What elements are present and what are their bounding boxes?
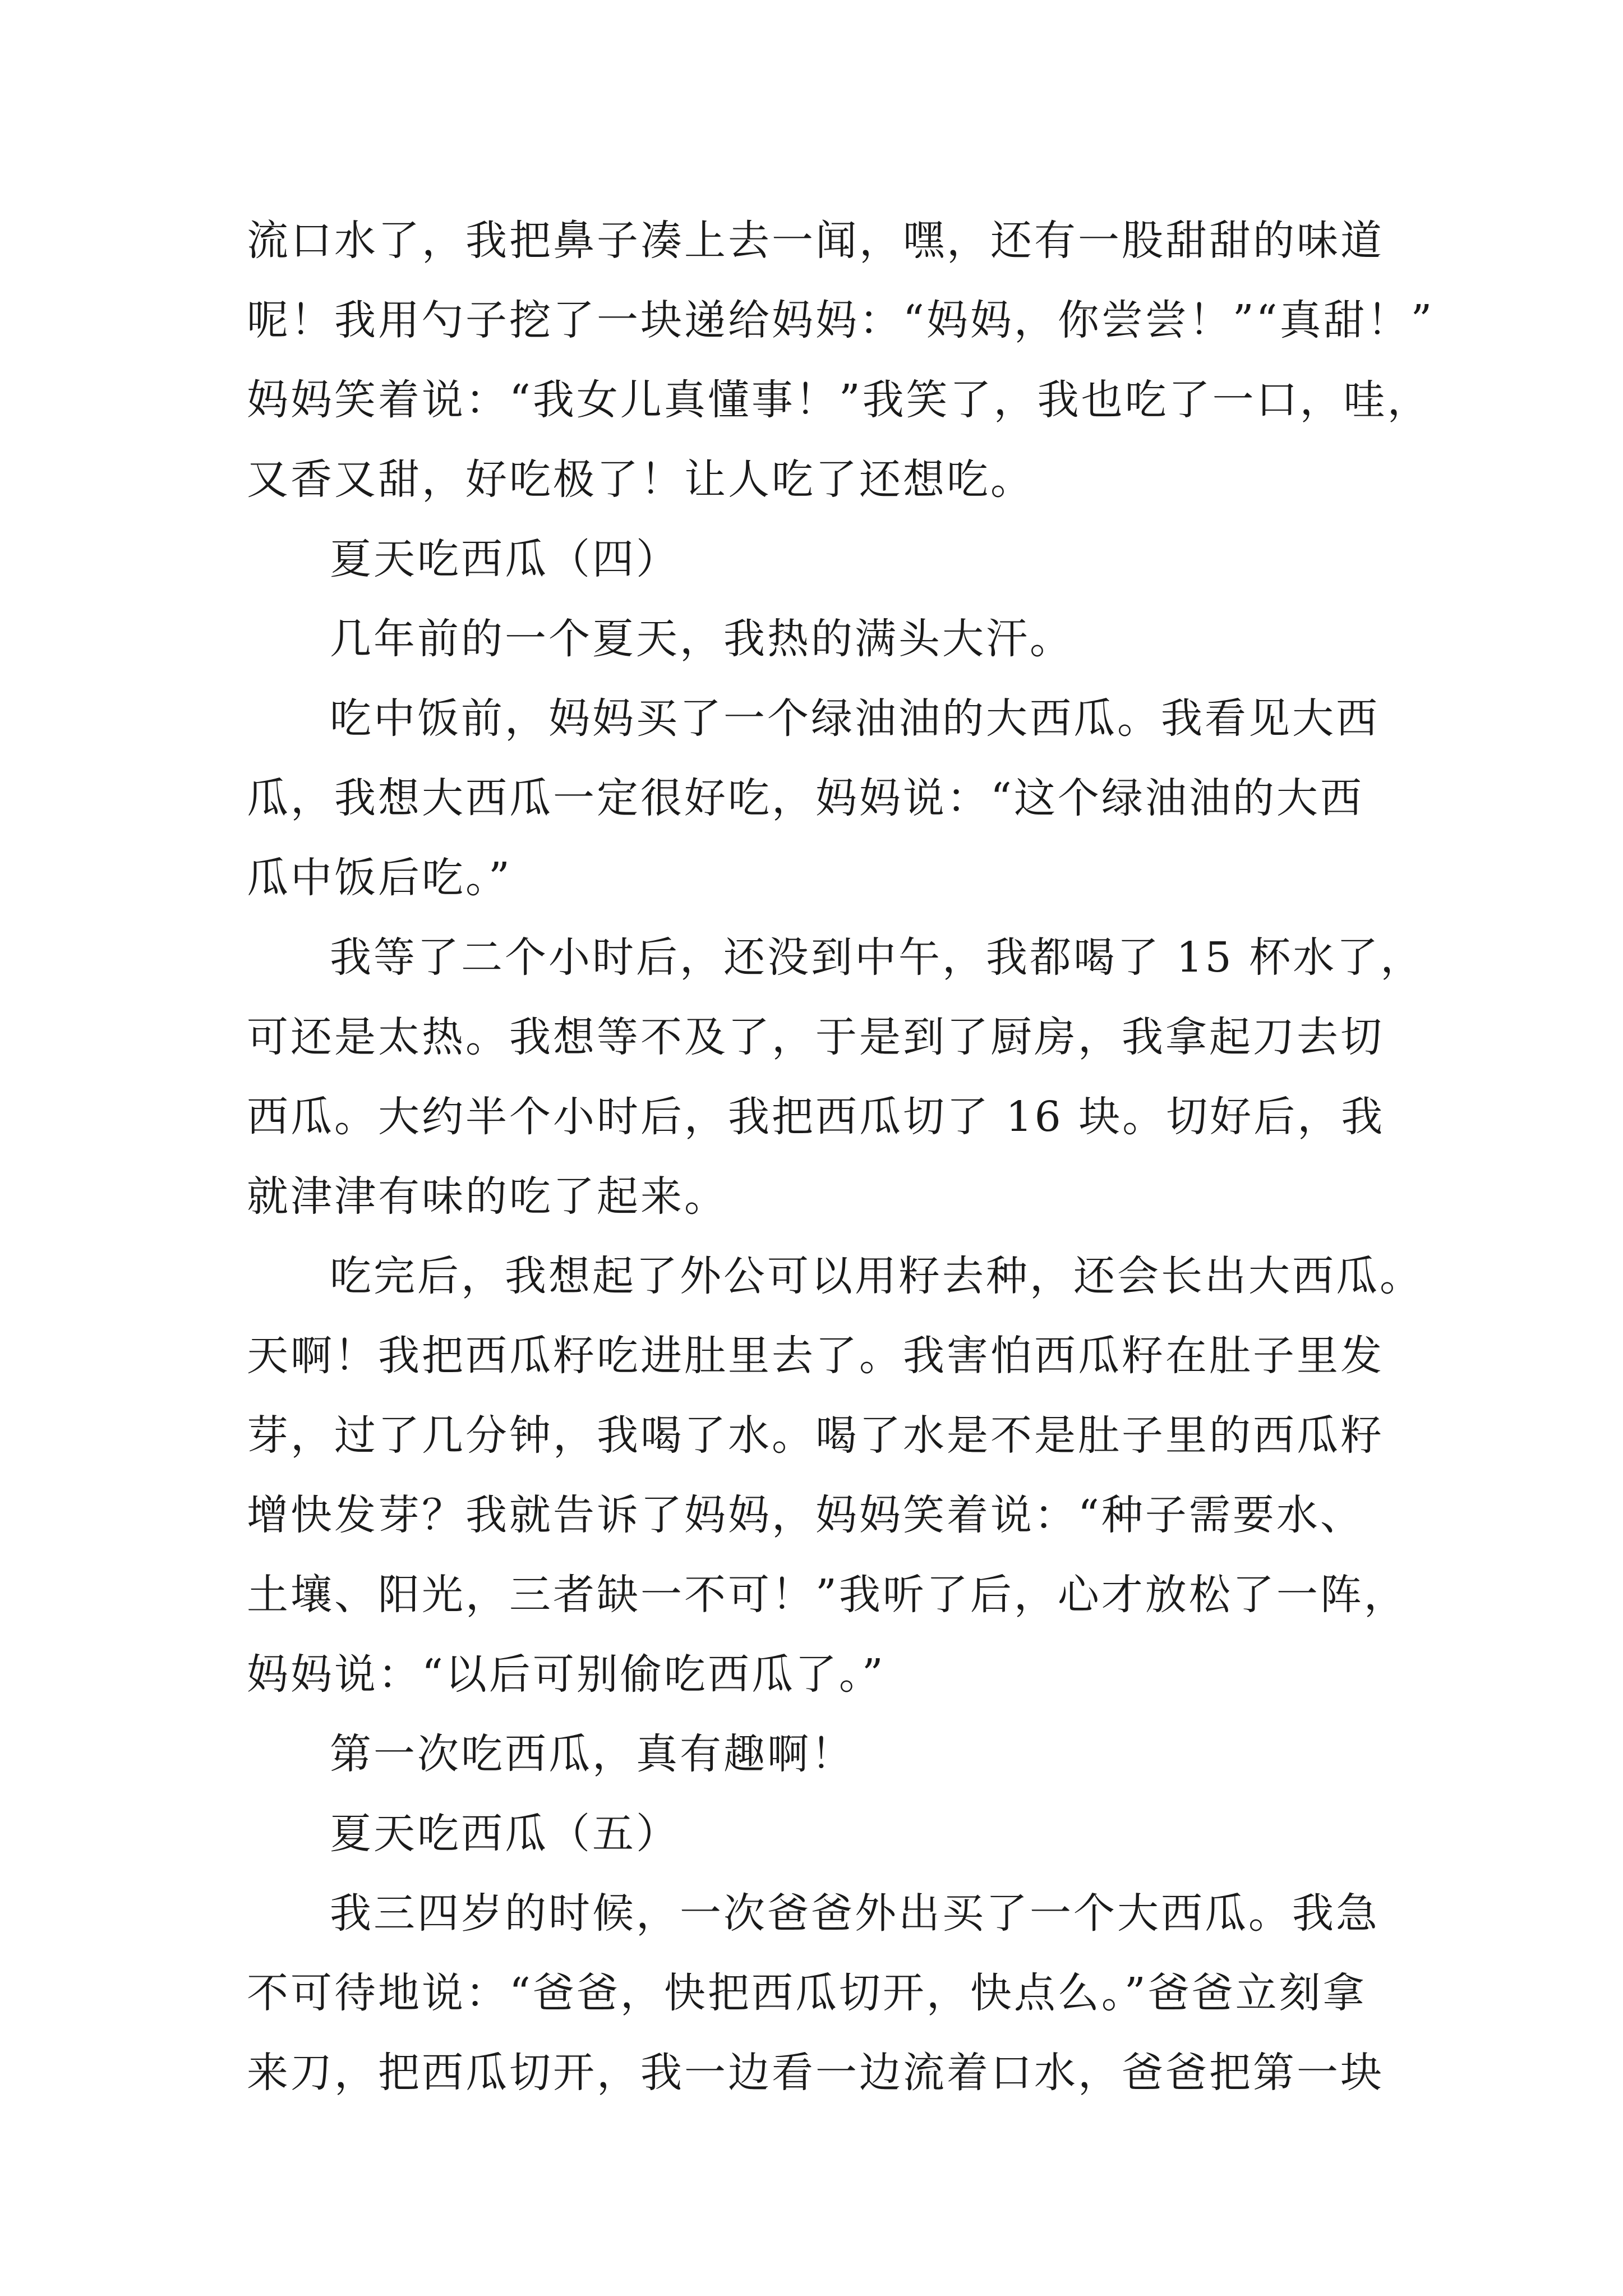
text-line: 瓜，我想大西瓜一定很好吃，妈妈说：“这个绿油油的大西 bbox=[247, 774, 1364, 822]
text-line: 我等了二个小时后，还没到中午，我都喝了 15 杯水了， bbox=[330, 933, 1424, 982]
text-line: 妈妈笑着说：“我女儿真懂事！”我笑了，我也吃了一口，哇， bbox=[247, 376, 1431, 424]
text-line: 天啊！我把西瓜籽吃进肚里去了。我害怕西瓜籽在肚子里发 bbox=[247, 1332, 1384, 1380]
text-line: 增快发芽？我就告诉了妈妈，妈妈笑着说：“种子需要水、 bbox=[247, 1491, 1364, 1539]
text-line: 几年前的一个夏天，我热的满头大汗。 bbox=[330, 615, 1073, 663]
text-line: 吃中饭前，妈妈买了一个绿油油的大西瓜。我看见大西 bbox=[330, 694, 1380, 743]
text-line: 西瓜。大约半个小时后，我把西瓜切了 16 块。切好后，我 bbox=[247, 1093, 1385, 1141]
text-line: 第一次吃西瓜，真有趣啊！ bbox=[330, 1730, 855, 1778]
text-line: 夏天吃西瓜（四） bbox=[330, 535, 680, 583]
text-line: 夏天吃西瓜（五） bbox=[330, 1810, 680, 1858]
text-line: 可还是太热。我想等不及了，于是到了厨房，我拿起刀去切 bbox=[247, 1013, 1384, 1061]
document-body bbox=[247, 201, 1447, 2113]
text-line: 又香又甜，好吃极了！让人吃了还想吃。 bbox=[247, 455, 1034, 504]
text-line: 妈妈说：“以后可别偷吃西瓜了。” bbox=[247, 1650, 886, 1699]
text-line: 吃完后，我想起了外公可以用籽去种，还会长出大西瓜。 bbox=[330, 1252, 1423, 1300]
text-line: 就津津有味的吃了起来。 bbox=[247, 1172, 728, 1221]
text-line: 流口水了，我把鼻子凑上去一闻，嘿，还有一股甜甜的味道 bbox=[247, 217, 1384, 265]
text-line: 我三四岁的时候，一次爸爸外出买了一个大西瓜。我急 bbox=[330, 1889, 1380, 1938]
text-line: 芽，过了几分钟，我喝了水。喝了水是不是肚子里的西瓜籽 bbox=[247, 1411, 1384, 1460]
text-line: 呢！我用勺子挖了一块递给妈妈：“妈妈，你尝尝！”“真甜！” bbox=[247, 296, 1435, 344]
text-line: 瓜中饭后吃。” bbox=[247, 854, 512, 902]
text-line: 不可待地说：“爸爸，快把西瓜切开，快点么。”爸爸立刻拿 bbox=[247, 1969, 1367, 2017]
text-line: 来刀，把西瓜切开，我一边看一边流着口水，爸爸把第一块 bbox=[247, 2049, 1384, 2097]
text-line: 土壤、阳光，三者缺一不可！”我听了后，心才放松了一阵， bbox=[247, 1571, 1408, 1619]
